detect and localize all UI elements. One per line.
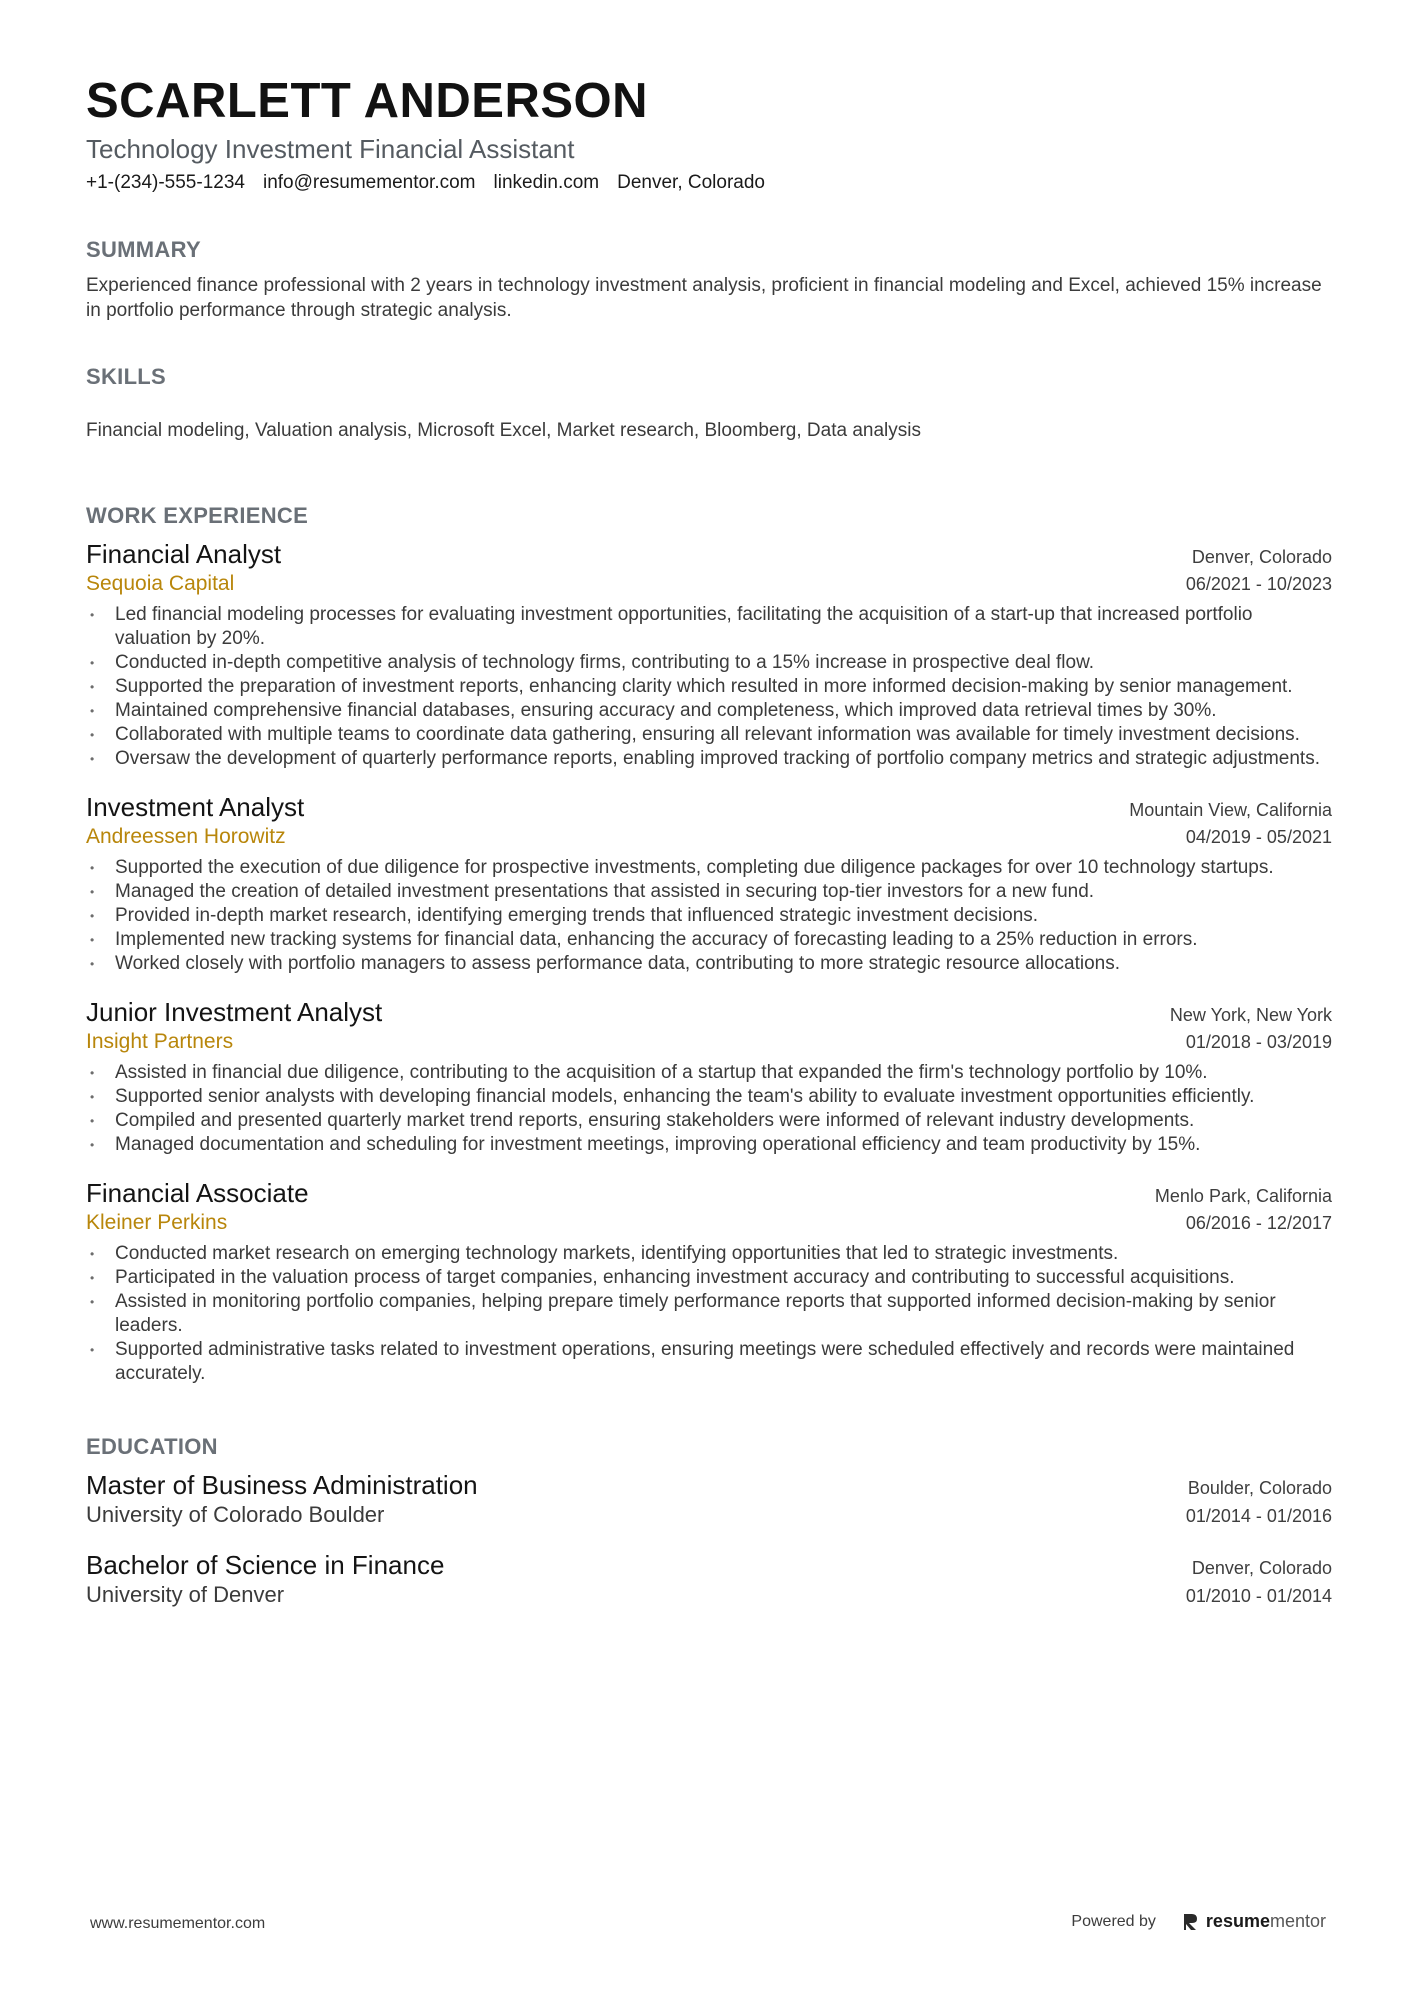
section-heading: SKILLS [86, 364, 167, 389]
footer-branding [1071, 1911, 1326, 1932]
degree-title: Bachelor of Science in Finance [86, 1550, 445, 1580]
brand-name-light: mentor [1269, 1911, 1326, 1931]
job-dates: 06/2016 - 12/2017 [1185, 1213, 1332, 1233]
work-experience-section [86, 502, 1332, 1386]
section-heading: WORK EXPERIENCE [86, 503, 309, 528]
job-bullet: • Led financial modeling processes for evaluating investment opportunities, facilitating the acquisition of a start-up that increased portfolio valuation by 20%. [86, 603, 1332, 651]
section-heading: SUMMARY [86, 237, 201, 262]
job-bullets [86, 856, 1332, 976]
candidate-title: Technology Investment Financial Assistant [86, 134, 575, 164]
contact-linkedin[interactable]: linkedin.com [493, 172, 600, 193]
job-bullet: • Compiled and presented quarterly market trend reports, ensuring stakeholders were informed of relevant industry developments. [86, 1109, 1332, 1133]
job-bullet: • Supported senior analysts with developing financial models, enhancing the team's ability to evaluate investment opportunities efficiently. [86, 1085, 1332, 1109]
education-dates: 01/2010 - 01/2014 [1185, 1586, 1332, 1606]
company-name: Andreessen Horowitz [86, 825, 286, 848]
job-bullet: • Managed documentation and scheduling for investment meetings, improving operational efficiency and team productivity by 15%. [86, 1133, 1332, 1157]
education-section [86, 1433, 1332, 1609]
job-location: Mountain View, California [1129, 800, 1332, 820]
job-dates: 06/2021 - 10/2023 [1185, 574, 1332, 594]
job-location: Denver, Colorado [1191, 547, 1332, 567]
job-bullet: • Participated in the valuation process of target companies, enhancing investment accuracy and contributing to successful acquisitions. [86, 1266, 1332, 1290]
job-bullet: • Supported administrative tasks related to investment operations, ensuring meetings were scheduled effectively and records were maintained accurately. [86, 1338, 1332, 1386]
job-title: Financial Associate [86, 1178, 309, 1208]
job-bullet: • Assisted in financial due diligence, contributing to the acquisition of a startup that expanded the firm's technology portfolio by 10%. [86, 1061, 1332, 1085]
job-entry [86, 996, 1332, 1157]
job-dates: 01/2018 - 03/2019 [1185, 1032, 1332, 1052]
job-location: New York, New York [1169, 1005, 1332, 1025]
resumementor-logo-icon [1182, 1912, 1200, 1932]
skills-section [86, 363, 1332, 443]
education-entry [86, 1549, 1332, 1609]
job-dates: 04/2019 - 05/2021 [1185, 827, 1332, 847]
job-entry [86, 791, 1332, 976]
contact-location: Denver, Colorado [617, 172, 765, 193]
job-bullet: • Assisted in monitoring portfolio companies, helping prepare timely performance reports that supported informed decision-making by senior leaders. [86, 1290, 1332, 1338]
job-location: Menlo Park, California [1154, 1186, 1332, 1206]
job-entry [86, 538, 1332, 771]
education-location: Denver, Colorado [1191, 1558, 1332, 1578]
job-bullet: • Conducted market research on emerging technology markets, identifying opportunities that led to strategic investments. [86, 1242, 1332, 1266]
contact-phone: +1-(234)-555-1234 [86, 172, 245, 193]
company-name: Insight Partners [86, 1030, 234, 1053]
summary-section [86, 236, 1332, 323]
summary-text: Experienced finance professional with 2 years in technology investment analysis, proficient in financial modeling and Excel, achieved 15% increase in portfolio performance through strategic analysis. [86, 275, 1322, 321]
education-entry [86, 1469, 1332, 1529]
job-title: Financial Analyst [86, 539, 282, 569]
company-name: Sequoia Capital [86, 572, 235, 595]
job-bullet: • Managed the creation of detailed investment presentations that assisted in securing top-tier investors for a new fund. [86, 880, 1332, 904]
skills-text: Financial modeling, Valuation analysis, Microsoft Excel, Market research, Bloomberg, Data analysis [86, 420, 921, 441]
contact-info [86, 170, 1332, 196]
job-title: Investment Analyst [86, 792, 305, 822]
resume-header [86, 70, 1332, 196]
company-name: Kleiner Perkins [86, 1211, 228, 1234]
job-bullet: • Maintained comprehensive financial databases, ensuring accuracy and completeness, which improved data retrieval times by 30%. [86, 699, 1332, 723]
contact-email[interactable]: info@resumementor.com [262, 172, 476, 193]
candidate-name: SCARLETT ANDERSON [86, 74, 649, 128]
job-bullets [86, 1242, 1332, 1386]
powered-by-label: Powered by [1071, 1912, 1156, 1930]
brand-name-strong: resume [1205, 1911, 1270, 1931]
job-bullet: • Supported the preparation of investment reports, enhancing clarity which resulted in more informed decision-making by senior management. [86, 675, 1332, 699]
job-bullet: • Implemented new tracking systems for financial data, enhancing the accuracy of forecasting leading to a 25% reduction in errors. [86, 928, 1332, 952]
job-bullet: • Provided in-depth market research, identifying emerging trends that influenced strategic investment decisions. [86, 904, 1332, 928]
brand-logo[interactable] [1182, 1911, 1326, 1932]
job-bullets [86, 603, 1332, 771]
job-bullets [86, 1061, 1332, 1157]
section-heading: EDUCATION [86, 1434, 218, 1459]
footer-website[interactable]: www.resumementor.com [90, 1915, 266, 1932]
education-location: Boulder, Colorado [1187, 1478, 1332, 1498]
job-title: Junior Investment Analyst [86, 997, 383, 1027]
education-dates: 01/2014 - 01/2016 [1185, 1506, 1332, 1526]
job-bullet: • Supported the execution of due diligence for prospective investments, completing due diligence packages for over 10 technology startups. [86, 856, 1332, 880]
school-name: University of Colorado Boulder [86, 1502, 385, 1527]
job-entry [86, 1177, 1332, 1386]
degree-title: Master of Business Administration [86, 1470, 478, 1500]
resume-page [86, 70, 1332, 1609]
school-name: University of Denver [86, 1582, 285, 1607]
job-bullet: • Worked closely with portfolio managers to assess performance data, contributing to more strategic resource allocations. [86, 952, 1332, 976]
job-bullet: • Conducted in-depth competitive analysis of technology firms, contributing to a 15% increase in prospective deal flow. [86, 651, 1332, 675]
job-bullet: • Oversaw the development of quarterly performance reports, enabling improved tracking of portfolio company metrics and strategic adjustments. [86, 747, 1332, 771]
job-bullet: • Collaborated with multiple teams to coordinate data gathering, ensuring all relevant information was available for timely investment decisions. [86, 723, 1332, 747]
